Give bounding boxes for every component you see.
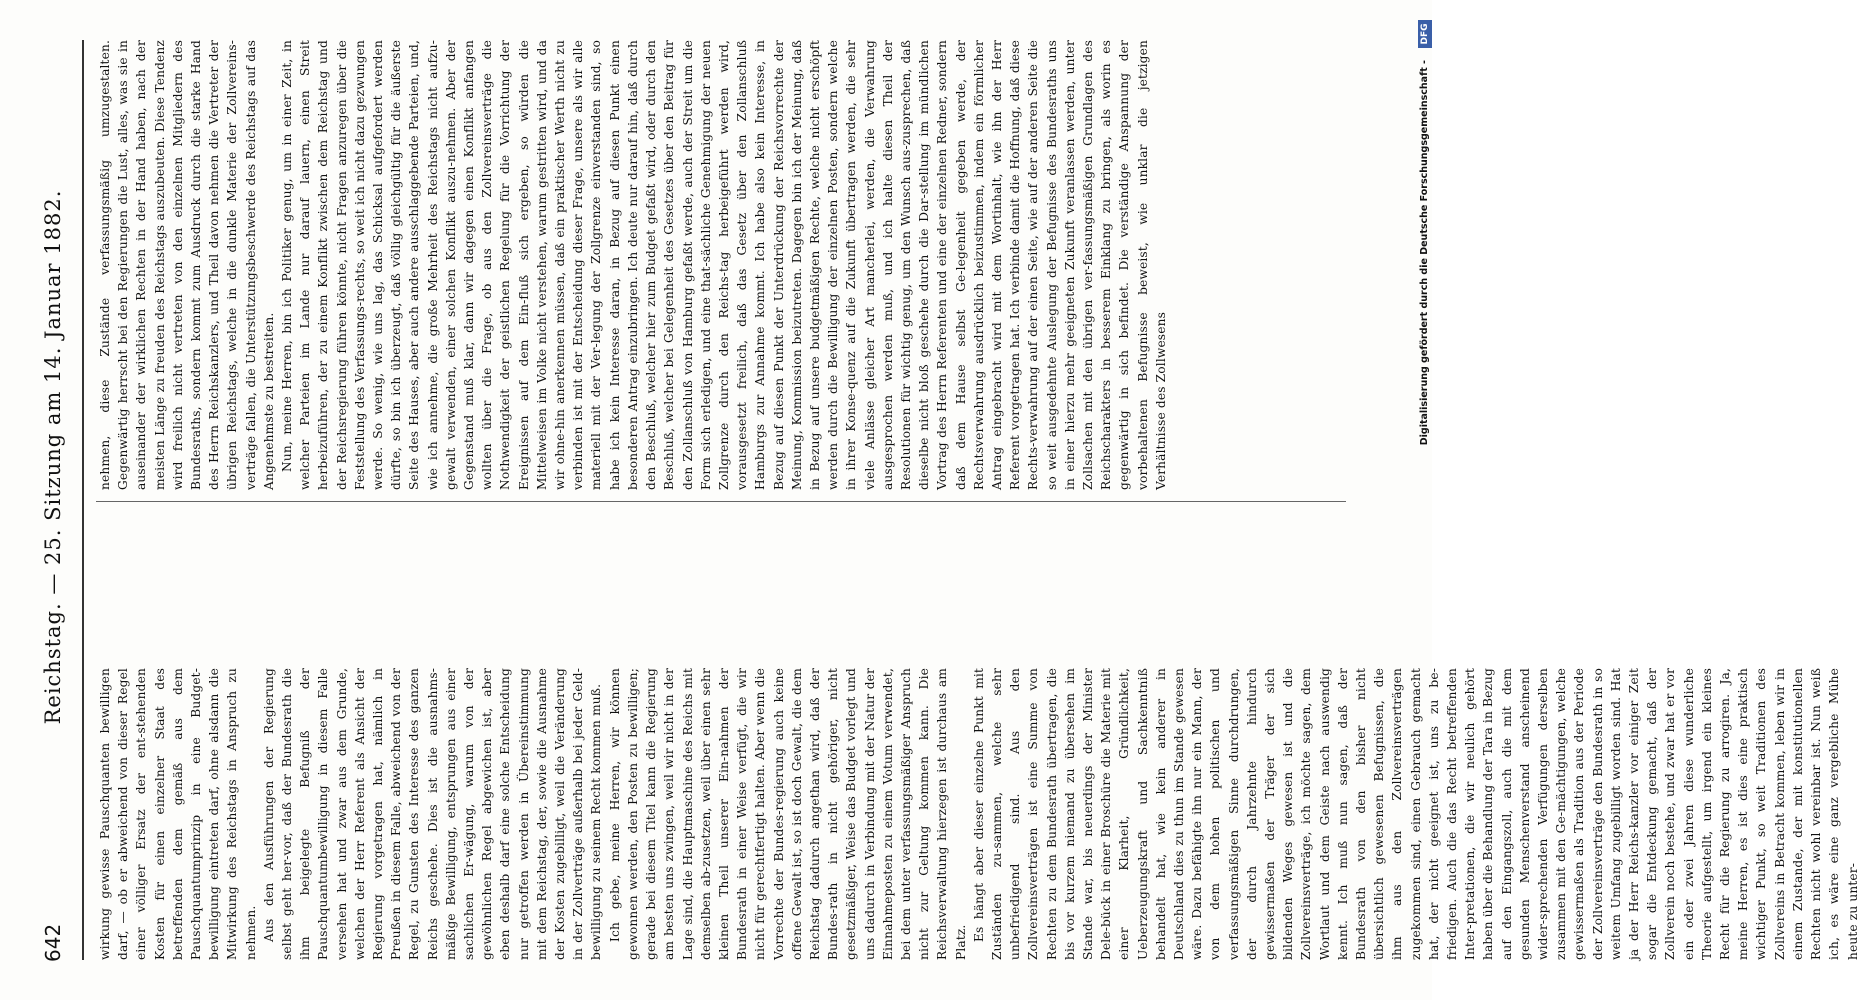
column-divider <box>96 501 1346 502</box>
page-header <box>28 32 78 962</box>
paragraph: Es hängt aber dieser einzelne Punkt mit Zuständen zu-sammen, welche sehr unbefriedigend sind. Aus den Zollvereinsverträgen ist eine Summe von Rechten zu dem Bundesrath übertragen, die bis vor kurzem niemand zu übersehen im Stande war, bis neuerdings der Minister Dele-bück in einer Broschüre die Materie mit einer Klarheit, Gründlichkeit, Ueberzeugungskraft und Sachkenntniß behandelt hat, wie kein anderer in Deutschland dies zu thun im Stande gewesen wäre. Dazu befähigte ihn nur ein Mann, der von dem hohen politischen und verfassungsmäßigen Sinne durchdrungen, der durch Jahrzehnte hindurch gewissermaßen der Träger der sich bildenden Weges gewesen ist und die Zollvereinsverträge, ich möchte sagen, dem Wortlaut und dem Geiste nach auswendig kennt. Ich muß nun sagen, daß der Bundesrath von den bisher nicht übersichtlich gewesenen Befugnissen, die ihm aus den Zollvereinsverträgen zugekommen sind, einen Gebrauch gemacht hat, der nicht geeignet ist, uns zu be-friedigen. Auch die das Recht betreffenden Inter-pretationen, die wir neulich gehört haben über die Behandlung der Tara in Bezug auf den Eingangszoll, auch die mit dem gesunden Menschenverstand anscheinend wider-sprechenden Verfügungen derselben zusammen mit den Ge-mächtigungen, welche gewissermaßen als Tradition aus der Periode der Zollvereinsverträge den Bundesrath in so weitem Umfang zugebilligt worden sind. Hat ja der Herr Reichs-kanzler vor einiger Zeit sogar die Entdeckung gemacht, daß der Zollverein noch bestehe, und zwar hat er vor ein oder zwei Jahren diese wunderliche Theorie aufgestellt, um irgend ein kleines Recht für die Regierung zu arrogiren. Ja, meine Herren, es ist dies eine praktisch wichtiger Punkt, so weit Traditionen des Zollvereins in Betracht kommen, leben wir in einem Zustande, der mit konstitutionellen Rechten nicht wohl vereinbar ist. Nun weiß ich, es wäre eine ganz vergebliche Mühe heute zu unter- <box>971 668 1860 960</box>
paragraph: Ich gebe, meine Herren, wir können gewonnen werden, den Posten zu bewilligen; gerade bei diesem Titel kann die Regierung am besten uns zwingen, weil wir nicht in der Lage sind, die Hauptmaschine des Reichs mit demselben ab-zusetzen, weil über einen sehr kleinen Theil unserer Ein-nahmen der Bundesrath in einer Weise verfügt, die wir nicht für gerechtfertigt halten. Aber wenn die Vorrechte der Bundes-regierung auch keine offene Gewalt ist, so ist doch Gewalt, die dem Reichstag dadurch angethan wird, daß der Bundes-rath in nicht gehöriger, nicht gesetzmäßiger, Weise das Budget vorlegt und uns dadurch in Verbindung mit der Natur der Einnahmeposten zu einem Votum verwendet, bei dem unter verfassungsmäßiger Anspruch nicht zur Geltung kommen kann. Die Reichsverwaltung hierzegen ist durchaus am Platz. <box>607 668 968 960</box>
header-rule <box>82 40 84 960</box>
page-number: 642 <box>41 923 65 962</box>
digitization-note: Digitalisierung gefördert durch die Deutsche Forschungsgemeinschaft - <box>1419 60 1430 446</box>
text-column-right <box>96 40 1346 490</box>
digitization-sidebar <box>1418 20 1432 980</box>
paragraph: Nun, meine Herren, bin ich Politiker genug, um in einer Zeit, in welcher Parteien im Lande nur darauf lauern, einen Streit herbeizuführen, der zu einem Konflikt zwischen dem Reichstag und der Reichsregierung führen könnte, nicht Fragen anzuregen über die Feststellung des Verfassungs-rechts, so weit ich nicht dazu gezwungen werde. So wenig, wie uns lag, das Schicksal aufgefordert werden dürfte, so bin ich überzeugt, daß völlig gleichgültig für die äußerste Seite des Hauses, aber auch andere ausschlaggebende Parteien, und, wie ich annehme, die große Mehrheit des Reichstags nicht aufzu-gewalt verwenden, einer solchen Konflikt auszu-nehmen. Aber der Gegenstand muß klar, dann wir dagegen einen Konflikt anfangen wollten über die Frage, ob aus den Zollvereinsverträge die Nothwendigkeit der geistlichen Regelung für die Vorrichtung der Ereignissen auf dem Ein-fluß sich ergeben, so würden die Mittelweisen im Volke nicht verstehen, warum gestritten wird, und da wir ohne-hin anerkennen müssen, daß ein praktischer Werth nicht zu verbinden ist mit der Entscheidung dieser Frage, unsere als wir alle materiell mit der Ver-legung der Zollgrenze einverstanden sind, so habe ich kein Interesse daran, in Bezug auf diesen Punkt einen besonderen Antrag einzubringen. Ich deute nur darauf hin, daß durch den Beschluß, welcher hier zum Budget gefaßt wird, oder durch den Beschluß, welcher bei Gelegenheit des Gesetzes über den Beitrag für den Zollanschluß von Hamburg gefaßt werde, auch der Streit um die Form sich erledigen, und eine that-sächliche Genehmigung der neuen Zollgrenze durch den Reichs-tag herbeigeführt werden wird, vorausgesetzt freilich, daß das Gesetz über den Zollanschluß Hamburgs zur Annahme kommt. Ich habe also kein Interesse, in Bezug auf diesen Punkt der Unterdrückung der Reichsvorrechte der Meinung, Kommission beizutreten. Dagegen bin ich der Meinung, daß in Bezug auf unsere budgetmäßigen Rechte, welche nicht erschöpft werden durch die Bewilligung der einzelnen Posten, sondern welche in ihrer Konse-quenz auf die Zukunft übertragen werden, die sehr viele Anlässe gleicher Art mancherlei, werden, die Verwahrung ausgesprochen werden muß, und ich halte diesen Theil der Resolutionen für wichtig genug, um den Wunsch aus-zusprechen, daß dieselbe nicht bloß geschehe durch die Dar-stellung im mündlichen Vortrag des Herrn Referenten und eine der einzelnen Redner, sondern daß dem Hause selbst Ge-legenheit gegeben werde, der Rechtsverwahrung ausdrücklich beizustimmen, indem ein förmlicher Antrag eingebracht wird mit dem Wortinhalt, wie ihn der Herr Referent vorgetragen hat. Ich verbinde damit die Hoffnung, daß diese Rechts-verwahrung auf der einen Seite, wie auf der anderen Seite die so weit ausgedehnte Auslegung der Befugnisse des Bundesraths uns in einer hierzu mehr geeigneten Zukunft veranlassen werden, unter Zollsachen mit den übrigen ver-fassungsmäßigen Grundlagen des Reichscharakters in besserem Einklang zu bringen, als worin es gegenwärtig in sich befindet. Die verständige Anspannung der vorbehaltenen Befugnisse beweist, wie unklar die jetzigen Verhältnisse des Zollwesens <box>280 40 1168 490</box>
paragraph: wirkung gewisse Pauschquanten bewilligen darf, — ob er abweichend von dieser Regel einer völliger Ersatz der ent-stehenden Kosten für einen einzelner Staat des betreffenden dem gemäß aus dem Pauschquantumprinzip in eine Budget-bewilligung eintreten darf, ohne alsdann die Mitwirkung des Reichstags in Anspruch zu nehmen. <box>98 668 258 960</box>
paragraph: Aus den Ausführungen der Regierung selbst geht her-vor, daß der Bundesrath die ihm beigelegte Befugniß der Pauschquantumbewilligung in diesem Falle versehen hat und zwar aus dem Grunde, welchen der Herr Referent als Ansicht der Regierung vorgetragen hat, nämlich in Preußen in diesem Falle, abweichend von der Regel, zu Gunsten des Interesse des ganzen Reichs geschehe. Dies ist die ausnahms-mäßige Bewilligung, entsprungen aus einer sachlichen Er-wägung, warum von der gewöhnlichen Regel abgewichen ist, aber eben deshalb darf eine solche Entscheidung nur getroffen werden in Übereinstimmung mit dem Reichstag, der, sowie die Ausnahme der Kosten zugebilligt, weil die Veränderung in der Zollverträge außerhalb bei jeder Geld-bewilligung zu seinem Recht kommen muß. <box>261 668 604 960</box>
paragraph: nehmen, diese Zustände verfassungsmäßig umzugestalten. Gegenwärtig herrscht bei den Regierungen die Lust, alles, was sie in auseinander der wirklichen Rechten in der Hand haben, nach der meisten Länge zu freuden des Reichstags auszubeuten. Diese Tendenz wird freilich nicht vertreten von den einzelnen Mitgliedern des Bundesraths, sondern kommt zum Ausdruck durch die starke Hand des Herrn Reichskanzlers, und Theil davon nehmen die Vertreter der übrigen Reichstags, welche in die dunkle Materie der Zollvereins-verträge fallen, die Unterstützungsbeschwerde des Reichstags auf das Angenehmste zu bestreiten. <box>98 40 276 490</box>
dfg-logo: DFG <box>1418 20 1432 48</box>
text-column-left <box>96 668 1860 960</box>
running-title: Reichstag. — 25. Sitzung am 14. Januar 1882. <box>41 189 65 725</box>
